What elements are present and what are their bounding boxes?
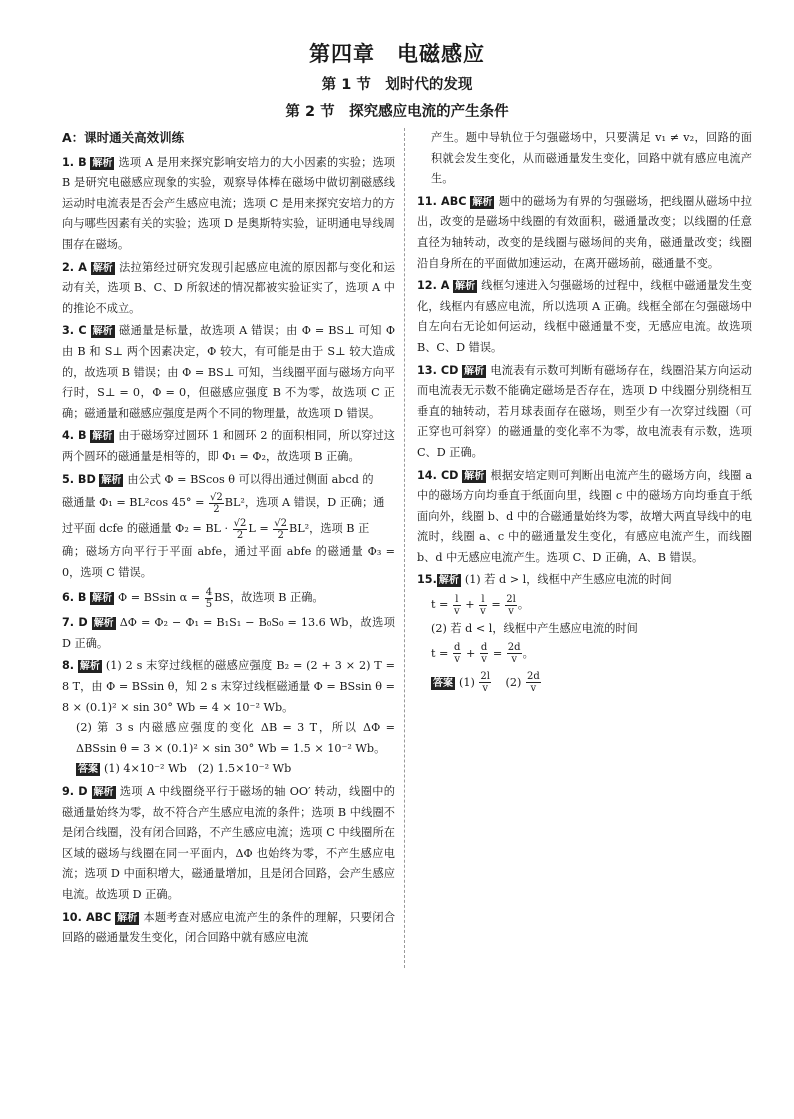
numerator: d <box>453 642 461 654</box>
numerator: l <box>453 594 461 606</box>
item-number: 9. D <box>62 785 88 799</box>
formula-text: BL²，选项 A 错误，D 正确；通 <box>224 496 385 510</box>
answer-item-11 <box>417 192 752 274</box>
analysis-tag: 解析 <box>472 196 493 208</box>
fraction <box>479 594 487 617</box>
formula-text: + <box>462 646 479 660</box>
item-number: 5. BD <box>62 472 96 486</box>
analysis-tag: 解析 <box>93 618 114 630</box>
analysis-tag: 解析 <box>464 365 485 377</box>
item-number: 12. A <box>417 279 450 293</box>
answer-item-2 <box>62 258 395 320</box>
numerator: l <box>479 594 487 606</box>
formula-text: 。 <box>522 646 534 660</box>
item-number: 11. ABC <box>417 194 467 208</box>
analysis-tag: 解析 <box>92 593 113 605</box>
analysis-tag: 解析 <box>79 661 100 673</box>
item-text: (1) 若 d > l，线框中产生感应电流的时间 <box>464 573 672 587</box>
analysis-tag: 解析 <box>117 912 138 924</box>
fraction <box>480 642 488 665</box>
section-title-1: 第 1 节 划时代的发现 <box>321 77 473 93</box>
item-number: 15. <box>417 573 437 587</box>
analysis-tag: 解析 <box>464 470 485 482</box>
answer-text: (1) <box>459 675 475 689</box>
denominator: v <box>511 654 517 666</box>
item-text: 选项 A 中线圈绕平行于磁场的轴 OO′ 转动，线圈中的磁通量始终为零，故不符合产生感应电流的条件；选项 B 中线圈不是闭合线圈，没有闭合回路，不产生感应电流；选项 C 中线圈所在区域的磁场与线圈在同一平面内，ΔΦ 也始终为零，不产生感应电流；选项 D 中面积增大，磁通量增加，且是闭合回路，会产生感应电流。故选项 D 正确。 <box>62 785 395 901</box>
item-number: 13. CD <box>417 363 459 377</box>
answer-item-3 <box>62 321 395 424</box>
item-text: (1) 2 s 末穿过线框的磁感应强度 B₂ = (2 + 3 × 2) T = 8 T，由 Φ = BSsin θ，知 2 s 末穿过线框磁通量 Φ = BSsin θ = 8 × (0.1)² × sin 30° Wb = 4 × 10⁻² Wb。 <box>62 659 395 714</box>
numerator: 2l <box>506 593 516 605</box>
denominator: 2 <box>213 503 220 515</box>
answer-item-7 <box>62 613 395 654</box>
numerator: √2 <box>210 491 223 503</box>
formula-1 <box>417 591 752 619</box>
denominator: v <box>454 654 461 666</box>
item-text: 磁通量是标量，故选项 A 错误；由 Φ = BS⊥ 可知 Φ 由 B 和 S⊥ 两个因素决定，Φ 较大，有可能是由于 S⊥ 较大造成的，故选项 B 错误；由 Φ = BS⊥ 可知，当线圈平面与磁场方向平行时，S⊥ = 0，Φ = 0，但磁感应强度 B 不为零，故选项 C 正确；磁通量和磁感应强度是两个不同的物理量，故选项 D 错误。 <box>62 324 396 420</box>
item-text: 电流表有示数可判断有磁场存在，线圈沿某方向运动而电流表无示数不能确定磁场是否存在，选项 D 中线圈分别绕相互垂直的轴转动，若月球表面存在磁场，则至少有一次穿过线圈（可正穿也可斜穿）的磁通量的变化率不为零，故电流表有示数，选项 C、D 正确。 <box>417 363 752 459</box>
fraction <box>526 671 541 694</box>
denominator: v <box>453 605 460 617</box>
numerator: 4 <box>205 586 213 598</box>
formula-2 <box>417 640 752 668</box>
item-number: 2. A <box>62 260 87 274</box>
denominator: 5 <box>205 598 213 610</box>
answer-item-10 <box>62 908 395 949</box>
item-text: ΔΦ = Φ₂ − Φ₁ = B₁S₁ − B₀S₀ = 13.6 Wb，故选项 D 正确。 <box>62 616 395 650</box>
item-text: 由公式 Φ = BScos θ 可以得出通过侧面 abcd 的 <box>127 472 374 486</box>
fraction <box>479 671 491 694</box>
chapter-title: 第四章 电磁感应 <box>309 42 485 66</box>
numerator: d <box>480 642 488 654</box>
answer-item-8 <box>62 656 395 780</box>
formula-text: = <box>489 646 506 660</box>
formula-text: t = <box>431 646 452 660</box>
item-number: 8. <box>62 659 75 673</box>
right-column <box>417 128 752 700</box>
answer-item-5 <box>62 470 395 584</box>
fraction <box>205 587 213 610</box>
column-divider <box>404 128 405 968</box>
item-number: 10. ABC <box>62 910 112 924</box>
part-title: A：课时通关高效训练 <box>62 130 185 145</box>
formula-text: 。 <box>517 598 530 612</box>
answer-text: (1) 4×10⁻² Wb (2) 1.5×10⁻² Wb <box>104 762 292 776</box>
answer-item-10-continued <box>417 128 752 190</box>
analysis-tag: 解析 <box>455 281 476 293</box>
answer-item-12 <box>417 276 752 358</box>
answer-text: (2) <box>505 675 522 689</box>
numerator: √2 <box>233 517 247 529</box>
formula-text: = <box>487 598 505 612</box>
item-number: 6. B <box>62 591 87 605</box>
item-text: 线框匀速进入匀强磁场的过程中，线框中磁通量发生变化，线框内有感应电流，所以选项 A 正确。线框全部在匀强磁场中自左向右无论如何运动，线框中磁通量不变，无感应电流。故选项 B、C、D 错误。 <box>417 279 752 354</box>
answer-item-1 <box>62 153 395 256</box>
analysis-tag: 解析 <box>93 787 114 799</box>
analysis-tag: 解析 <box>101 474 122 486</box>
denominator: 2 <box>277 529 284 541</box>
section-title-2: 第 2 节 探究感应电流的产生条件 <box>285 104 509 120</box>
analysis-tag: 解析 <box>92 262 113 274</box>
fraction <box>209 492 224 515</box>
answer-tag: 答案 <box>433 677 453 689</box>
numerator: 2l <box>480 671 490 683</box>
fraction <box>505 594 517 617</box>
item-number: 7. D <box>62 616 88 630</box>
item-text: (2) 第 3 s 内磁感应强度的变化 ΔB = 3 T，所以 ΔΦ = ΔBSsin θ = 3 × (0.1)² × sin 30° Wb = 1.5 × 10⁻² Wb。 <box>76 721 395 755</box>
item-text: BS，故选项 B 正确。 <box>214 591 324 605</box>
formula-text: Φ = BSsin α = <box>118 591 204 605</box>
formula-text: t = <box>431 598 452 612</box>
fraction <box>453 642 461 665</box>
item-number: 4. B <box>62 429 87 443</box>
formula-text: L = <box>248 522 273 536</box>
denominator: v <box>482 683 489 695</box>
formula-text: + <box>461 598 479 612</box>
answer-line <box>417 668 752 698</box>
numerator: √2 <box>274 517 288 529</box>
item-number: 1. B <box>62 155 87 169</box>
analysis-tag: 解析 <box>438 575 459 587</box>
item-text: 确；磁场方向平行于平面 abfe，通过平面 abfe 的磁通量 Φ₃ = 0，选项 C 错误。 <box>62 545 395 579</box>
item-text: 根据安培定则可判断出电流产生的磁场方向，线圈 a 中的磁场方向均垂直于纸面向里，线圈 c 中的磁场方向均垂直于纸面向外，线圈 b、d 中的合磁通量始终为零，故增大两直导线中的电流时，线圈 a、c 中的磁通量发生变化，有感应电流产生，而线圈 b、d 中无感应电流产生。选项 C、D 正确，A、B 错误。 <box>417 468 752 564</box>
denominator: 2 <box>236 529 244 541</box>
left-column <box>62 128 395 951</box>
item-text: 产生。题中导轨位于匀强磁场中，只要满足 v₁ ≠ v₂，回路的面积就会发生变化，从而磁通量发生变化，回路中就有感应电流产生。 <box>431 131 752 186</box>
item-number: 14. CD <box>417 468 459 482</box>
item-text: 本题考查对感应电流产生的条件的理解，只要闭合回路的磁通量发生变化，闭合回路中就有感应电流 <box>62 910 396 945</box>
fraction <box>507 642 522 665</box>
analysis-tag: 解析 <box>92 431 113 443</box>
fraction <box>273 518 288 541</box>
fraction <box>233 518 248 541</box>
answer-item-15 <box>417 570 752 697</box>
formula-text: 磁通量 Φ₁ = BL²cos 45° = <box>62 496 209 510</box>
formula-text: 过平面 dcfe 的磁通量 Φ₂ = BL · <box>62 522 232 536</box>
page-header <box>0 38 794 122</box>
item-number: 3. C <box>62 324 87 338</box>
item-text: 题中的磁场为有界的匀强磁场，把线圈从磁场中拉出，改变的是磁场中线圈的有效面积，磁通量改变；以线圈的任意直径为轴转动，改变的是线圈与磁场间的夹角，磁通量改变；线圈沿自身所在的平面做加速运动，在离开磁场前，磁通量不变。 <box>417 194 752 270</box>
answer-item-13 <box>417 361 752 464</box>
item-text: 由于磁场穿过圆环 1 和圆环 2 的面积相同，所以穿过这两个圆环的磁通量是相等的，即 Φ₁ = Φ₂，故选项 B 正确。 <box>62 429 395 463</box>
formula-text: BL²，选项 B 正 <box>289 522 370 536</box>
answer-item-6 <box>62 585 395 611</box>
denominator: v <box>481 654 487 666</box>
fraction <box>453 594 461 617</box>
denominator: v <box>508 605 514 617</box>
numerator: 2d <box>526 671 540 683</box>
answer-item-9 <box>62 782 395 906</box>
denominator: v <box>480 605 486 617</box>
answer-item-14 <box>417 466 752 569</box>
denominator: v <box>530 683 537 695</box>
numerator: 2d <box>507 642 521 654</box>
analysis-tag: 解析 <box>92 157 113 169</box>
answer-tag: 答案 <box>78 764 98 776</box>
item-text: (2) 若 d < l，线框中产生感应电流的时间 <box>431 622 638 636</box>
item-text: 法拉第经过研究发现引起感应电流的原因都与变化和运动有关，选项 B、C、D 所叙述的情况都被实验证实了，选项 A 中的推论不成立。 <box>62 260 396 315</box>
analysis-tag: 解析 <box>92 326 113 338</box>
answer-item-4 <box>62 426 395 467</box>
item-text: 选项 A 是用来探究影响安培力的大小因素的实验；选项 B 是研究电磁感应现象的实验，观察导体棒在磁场中做切割磁感线运动时电流表是否会产生感应电流；选项 C 是用来探究安培力的方向与哪些因素有关的实验；选项 D 是奥斯特实验，证明通电导线周围存在磁场。 <box>62 155 395 251</box>
